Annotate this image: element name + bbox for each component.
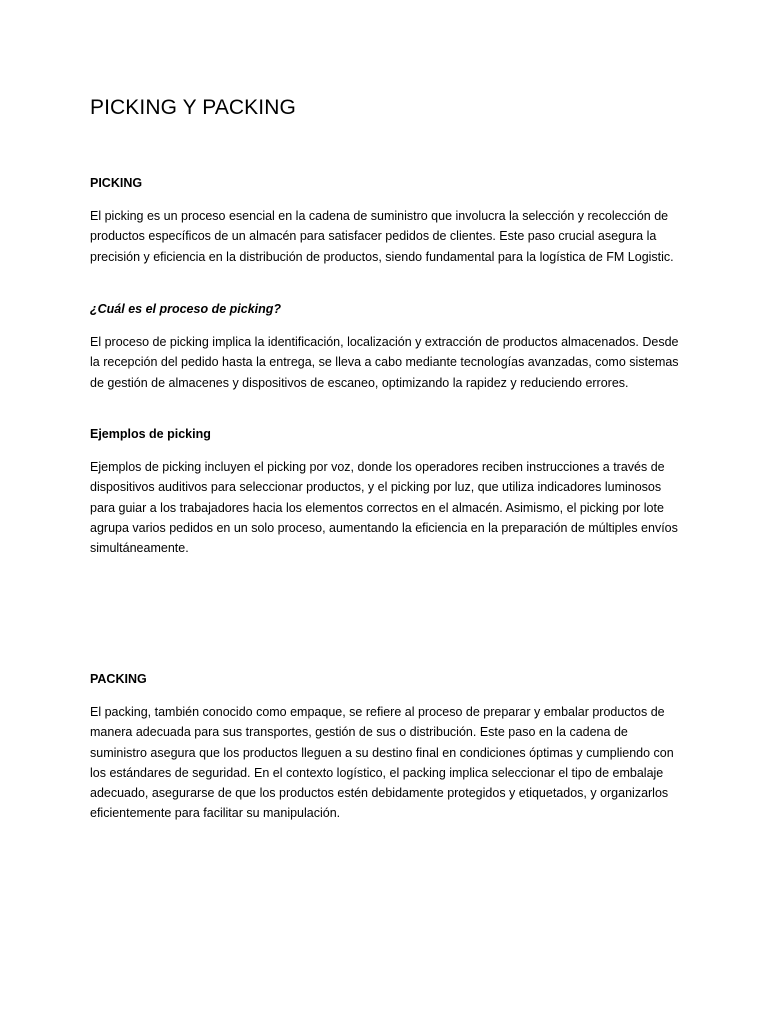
picking-question-block: [90, 302, 680, 316]
picking-process-block: [90, 332, 680, 393]
picking-process-paragraph: El proceso de picking implica la identificación, localización y extracción de productos almacenados. Desde la recepción del pedido hasta la entrega, se lleva a cabo mediante tecnologías avanzadas, como sistemas de gestión de almacenes y dispositivos de escaneo, optimizando la rapidez y reduciendo errores.: [90, 335, 679, 390]
document-title: PICKING Y PACKING: [90, 96, 296, 119]
picking-intro-block: [90, 206, 680, 267]
picking-process-question: ¿Cuál es el proceso de picking?: [90, 302, 282, 316]
picking-intro-paragraph: El picking es un proceso esencial en la cadena de suministro que involucra la selección y recolección de productos específicos de un almacén para satisfacer pedidos de clientes. Este paso crucial asegura la precisión y eficiencia en la distribución de productos, siendo fundamental para la logística de FM Logistic.: [90, 209, 674, 264]
packing-body-block: [90, 702, 680, 824]
picking-heading: PICKING: [90, 176, 143, 190]
packing-body-paragraph: El packing, también conocido como empaque, se refiere al proceso de preparar y embalar productos de manera adecuada para sus transportes, gestión de sus o distribución. Este paso en la cadena de suministro asegura que los productos lleguen a su destino final en condiciones óptimas y cumpliendo con los estándares de seguridad. En el contexto logístico, el packing implica seleccionar el tipo de embalaje adecuado, asegurarse de que los productos estén debidamente protegidos y etiquetados, y organizarlos eficientemente para facilitar su manipulación.: [90, 705, 674, 821]
picking-examples-heading-block: [90, 427, 680, 441]
picking-examples-paragraph: Ejemplos de picking incluyen el picking por voz, donde los operadores reciben instrucciones a través de dispositivos auditivos para seleccionar productos, y el picking por luz, que utiliza indicadores luminosos para guiar a los trabajadores hacia los elementos correctos en el almacén. Asimismo, el picking por lote agrupa varios pedidos en un solo proceso, aumentando la eficiencia en la preparación de múltiples envíos simultáneamente.: [90, 460, 678, 556]
packing-heading: PACKING: [90, 672, 147, 686]
picking-heading-block: [90, 176, 680, 190]
picking-examples-heading: Ejemplos de picking: [90, 427, 211, 441]
packing-heading-block: [90, 672, 680, 686]
picking-examples-block: [90, 457, 680, 558]
